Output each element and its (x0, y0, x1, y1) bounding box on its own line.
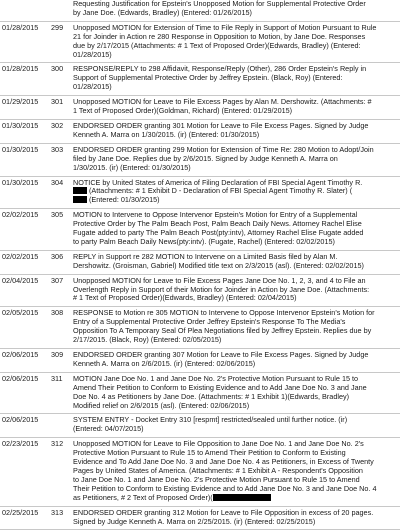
entry-text (73, 211, 400, 247)
entry-text-line: Unopposed MOTION for Leave to File Excess Pages Jane Doe No. 1, 2, 3, and 4 to File an (73, 276, 366, 285)
entry-date: 01/29/2015 (2, 97, 39, 107)
entry-text-line: Support of Supplemental Protective Order by Jeffrey Epstein. (Black, Roy) (Entered: (73, 74, 343, 83)
entry-text (73, 65, 400, 92)
entry-date (0, 0, 49, 18)
redaction-bar (73, 187, 87, 194)
entry-text-line: Overlength Reply in Support of their Motion for Joinder in Action by Jane Doe. (Attachments: (73, 285, 370, 294)
entry-text-line: Protective Order by The Palm Beach Post, Palm Beach Daily News. Attorney Rachel Elise (73, 220, 362, 229)
entry-number: 312 (51, 439, 64, 449)
docket-entry (0, 414, 400, 438)
entry-text-line: Modified relief on 2/6/2015 (asl). (Entered: 02/06/2015) (73, 401, 250, 410)
entry-text-line: ENDORSED ORDER granting 312 Motion for Leave to File Opposition in excess of 20 pages. (73, 508, 374, 517)
entry-text-line: Unopposed MOTION for Leave to File Excess Pages by Alan M. Dershowitz. (Attachments: # (73, 98, 372, 107)
docket-entry (0, 438, 400, 506)
entry-date: 01/30/2015 (2, 120, 39, 130)
entry-date: 02/23/2015 (2, 439, 39, 449)
entry-number: 303 (51, 144, 64, 154)
docket-entry (0, 209, 400, 251)
redaction-bar (213, 494, 271, 501)
entry-text-line: Doe No. 4 as Petitioners by Jane Doe. (Attachments: # 1 Exhibit 1)(Edwards, Bradley) (73, 392, 350, 401)
entry-text-line: RESPONSE/REPLY to 298 Affidavit, Response/Reply (Other), 286 Order Epstein's Reply in (73, 65, 367, 74)
entry-number: 313 (51, 507, 64, 517)
entry-number (49, 0, 73, 18)
entry-text-line: 1 Text of Proposed Order)(Goldman, Richard) (Entered: 01/29/2015) (73, 107, 293, 116)
entry-number: 305 (51, 210, 64, 220)
entry-text-line: MOTION to Intervene to Oppose Intervenor Epstein's Motion for Entry of a Supplemental (73, 211, 358, 220)
entry-text-line: REPLY in Support re 282 MOTION to Intervene on a Limited Basis filed by Alan M. (73, 252, 338, 261)
entry-text-line: Amend Their Petition to Conform to Existing Evidence and to Add Jane Doe No. 3 and Jane (73, 383, 367, 392)
entry-text-line: to Jane Doe No. 1 and Jane Doe No. 2's Protective Motion Pursuant to Rule 15 to Amend (73, 475, 360, 484)
entry-date: 02/25/2015 (2, 507, 39, 517)
entry-date: 01/28/2015 (2, 64, 39, 74)
entry-text (73, 416, 400, 434)
entry-text-line: Protective Motion Pursuant to Rule 15 to Amend Their Petition to Conform to Existing (73, 449, 346, 458)
docket-entry (0, 177, 400, 210)
entry-text-line: by Jane Doe. (Edwards, Bradley) (Entered: 01/26/2015) (73, 8, 252, 17)
entry-text-line: 01/28/2015) (73, 50, 112, 59)
entry-date: 01/28/2015 (2, 22, 39, 32)
entry-text (73, 24, 400, 60)
entry-text-line: RESPONSE to Motion re 305 MOTION to Intervene to Oppose Intervenor Epstein's Motion for (73, 309, 375, 318)
docket-entry (0, 507, 400, 530)
entry-date: 02/02/2015 (2, 251, 39, 261)
entry-text-line: # 1 Text of Proposed Order)(Edwards, Bradley) (Entered: 02/04/2015) (73, 294, 297, 303)
entry-text-line: ENDORSED ORDER granting 307 Motion for Leave to File Excess Pages. Signed by Judge (73, 351, 369, 359)
entry-date: 02/06/2015 (2, 415, 39, 425)
entry-text-line: Kenneth A. Marra on 2/6/2015. (ir) (Entered: 02/06/2015) (73, 359, 256, 368)
entry-number: 300 (51, 64, 64, 74)
entry-number (49, 416, 73, 434)
entry-text (73, 179, 400, 206)
docket-entry (0, 0, 400, 22)
entry-number: 308 (51, 308, 64, 318)
entry-text-line: Dershowitz. (Groisman, Gabriel) Modified title text on 2/3/2015 (asl). (Entered: 02/02/2015) (73, 261, 364, 270)
entry-text-line: Signed by Judge Kenneth A. Marra on 2/25/2015. (ir) (Entered: 02/25/2015) (73, 517, 316, 526)
entry-number: 307 (51, 275, 64, 285)
entry-number: 311 (51, 373, 63, 383)
entry-date: 02/02/2015 (2, 210, 39, 220)
entry-text-line: ENDORSED ORDER granting 299 Motion for Extension of Time Re: 280 Motion to Adopt/Join (73, 145, 374, 154)
entry-text-line: Unopposed MOTION for Extension of Time to File Reply in Support of Motion Pursuant to Rule (73, 23, 377, 32)
entry-text (73, 146, 400, 173)
entry-text-line: Their Petition to Conform to Existing Evidence and to Add Jane Doe No. 3 and Jane Doe No. 4 (73, 484, 377, 493)
docket-entry (0, 349, 400, 373)
entry-text-line: MOTION Jane Doe No. 1 and Jane Doe No. 2's Protective Motion Pursuant to Rule 15 to (73, 374, 359, 383)
entry-text-line: to party Palm Beach Daily News(pty:intv). (Fugate, Rachel) (Entered: 02/02/2015) (73, 237, 335, 246)
entry-text (73, 0, 400, 18)
entry-date: 02/05/2015 (2, 308, 39, 318)
entry-text (73, 122, 400, 140)
entry-text (73, 253, 400, 271)
entry-text-line: 2/17/2015. (Black, Roy) (Entered: 02/05/2015) (73, 336, 222, 345)
redaction-bar (73, 196, 87, 203)
entry-text (73, 309, 400, 345)
docket-entry (0, 120, 400, 144)
entry-text (73, 351, 400, 369)
entry-text-line: Pages by United States of America. (Attachments: # 1 Exhibit A - Respondent's Opposition (73, 466, 363, 475)
docket-entry (0, 144, 400, 177)
entry-number: 304 (51, 177, 64, 187)
docket-entry (0, 22, 400, 64)
entry-text-line: filed by Jane Doe. Replies due by 2/6/2015. Signed by Judge Kenneth A. Marra on (73, 154, 338, 163)
docket-entry (0, 275, 400, 308)
entry-number: 309 (51, 350, 64, 359)
entry-text (73, 440, 400, 502)
entry-text-line: Evidence and To Add Jane Doe No. 3 and Jane Doe No. 4 as Petitioners, in Excess of Twenty (73, 458, 374, 467)
entry-number: 306 (51, 251, 64, 261)
entry-text-line: Fugate added to party The Palm Beach Post(pty:intv), Attorney Rachel Elise Fugate added (73, 229, 364, 238)
entry-text-line: due by 2/17/2015 (Attachments: # 1 Text of Proposed Order)(Edwards, Bradley) (Entered: (73, 41, 361, 50)
entry-text-line: ENDORSED ORDER granting 301 Motion for Leave to File Excess Pages. Signed by Judge (73, 121, 369, 130)
docket-entry (0, 307, 400, 349)
entry-text-line: (Attachments: # 1 Exhibit D - Declaration of FBI Special Agent Timothy R. Slater) ( (73, 187, 396, 196)
entry-text-line: 01/28/2015) (73, 83, 112, 92)
entry-text-line: 21 for Joinder in Action re 280 Response in Opposition to Motion, by Jane Doe. Responses (73, 32, 366, 41)
entry-date: 01/30/2015 (2, 144, 39, 154)
entry-number: 302 (51, 120, 64, 130)
docket-entry (0, 373, 400, 415)
docket-entry (0, 251, 400, 275)
entry-date: 02/06/2015 (2, 350, 39, 359)
entry-text-line: 1/30/2015. (ir) (Entered: 01/30/2015) (73, 163, 191, 172)
entry-text-line: as Petitioners, # 2 Text of Proposed Order)( (73, 494, 396, 503)
entry-text (73, 277, 400, 304)
entry-text-line: Unopposed MOTION for Leave to File Opposition to Jane Doe No. 1 and Jane Doe No. 2's (73, 440, 364, 449)
entry-number: 301 (51, 97, 64, 107)
entry-number: 299 (51, 22, 64, 32)
entry-text-line: Opposition To A Temporary Seal Of Plea Negotiations filed by Jeffrey Epstein. Replies due by (73, 327, 372, 336)
docket-entry (0, 96, 400, 120)
entry-text (73, 375, 400, 411)
entry-text-line: Requesting Justification for Epstein's Unopposed Motion for Supplemental Protective Order (73, 0, 366, 8)
entry-text-line: Kenneth A. Marra on 1/30/2015. (ir) (Entered: 01/30/2015) (73, 130, 260, 139)
entry-text-line: NOTICE by United States of America of Filing Declaration of FBI Special Agent Timothy R. (73, 178, 363, 187)
entry-text-line: (Entered: 04/07/2015) (73, 425, 144, 434)
docket-entry (0, 63, 400, 96)
entry-date: 01/30/2015 (2, 177, 39, 187)
entry-date: 02/06/2015 (2, 373, 39, 383)
entry-date: 02/04/2015 (2, 275, 39, 285)
entry-text (73, 509, 400, 527)
entry-text-line: Entry of a Supplemental Protective Order Jeffrey Epstein's Response To The Media's (73, 318, 346, 327)
entry-text-line: (Entered: 01/30/2015) (73, 196, 396, 205)
entry-text (73, 98, 400, 116)
entry-text-line: SYSTEM ENTRY - Docket Entry 310 [respmt] restricted/sealed until further notice. (ir) (73, 416, 348, 425)
